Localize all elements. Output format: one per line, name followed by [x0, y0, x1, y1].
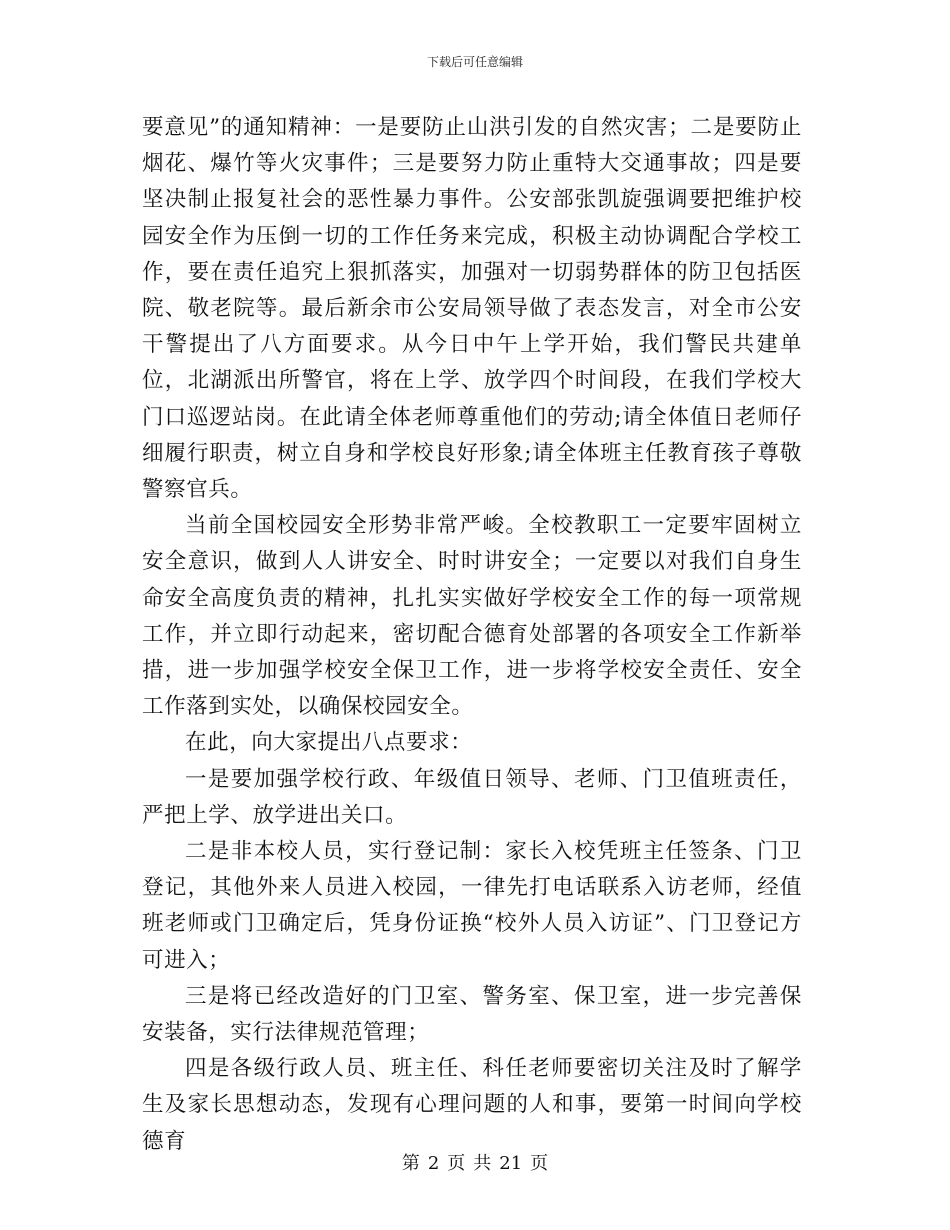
page-header: 下载后可任意编辑 — [426, 55, 523, 69]
document-body — [142, 110, 802, 1160]
page-footer — [0, 1152, 950, 1176]
paragraph-6: 三是将已经改造好的门卫室、警务室、保卫室，进一步完善保安装备，实行法律规范管理； — [142, 983, 802, 1046]
footer-prefix: 第 — [401, 1153, 420, 1174]
paragraph-3: 在此，向大家提出八点要求： — [185, 730, 473, 756]
footer-suffix: 页 — [530, 1153, 549, 1174]
total-page-count: 21 — [499, 1153, 523, 1174]
footer-total-word: 共 — [473, 1153, 492, 1174]
footer-page-word: 页 — [447, 1153, 466, 1174]
paragraph-1: 要意见”的通知精神：一是要防止山洪引发的自然灾害；二是要防止烟花、爆竹等火灾事件；三是要努力防止重特大交通事故；四是要坚决制止报复社会的恶性暴力事件。公安部张凯旋强调要把维护校园安全作为压倒一切的工作任务来完成，积极主动协调配合学校工作，要在责任追究上狠抓落实，加强对一切弱势群体的防卫包括医院、敬老院等。最后新余市公安局领导做了表态发言，对全市公安干警提出了八方面要求。从今日中午上学开始，我们警民共建单位，北湖派出所警官，将在上学、放学四个时间段，在我们学校大门口巡逻站岗。在此请全体老师尊重他们的劳动;请全体值日老师仔细履行职责，树立自身和学校良好形象;请全体班主任教育孩子尊敬警察官兵。 — [142, 115, 802, 503]
paragraph-5: 二是非本校人员，实行登记制：家长入校凭班主任签条、门卫登记，其他外来人员进入校园，一律先打电话联系入访老师，经值班老师或门卫确定后，凭身份证换“校外人员入访证”、门卫登记方可进入； — [142, 839, 802, 973]
paragraph-2: 当前全国校园安全形势非常严峻。全校教职工一定要牢固树立安全意识，做到人人讲安全、时时讲安全；一定要以对我们自身生命安全高度负责的精神，扎扎实实做好学校安全工作的每一项常规工作，并立即行动起来，密切配合德育处部署的各项安全工作新举措，进一步加强学校安全保卫工作，进一步将学校安全责任、安全工作落到实处，以确保校园安全。 — [142, 513, 802, 720]
current-page-number: 2 — [427, 1153, 440, 1174]
paragraph-7: 四是各级行政人员、班主任、科任老师要密切关注及时了解学生及家长思想动态，发现有心理问题的人和事，要第一时间向学校德育 — [142, 1056, 802, 1154]
paragraph-4: 一是要加强学校行政、年级值日领导、老师、门卫值班责任，严把上学、放学进出关口。 — [142, 766, 802, 828]
